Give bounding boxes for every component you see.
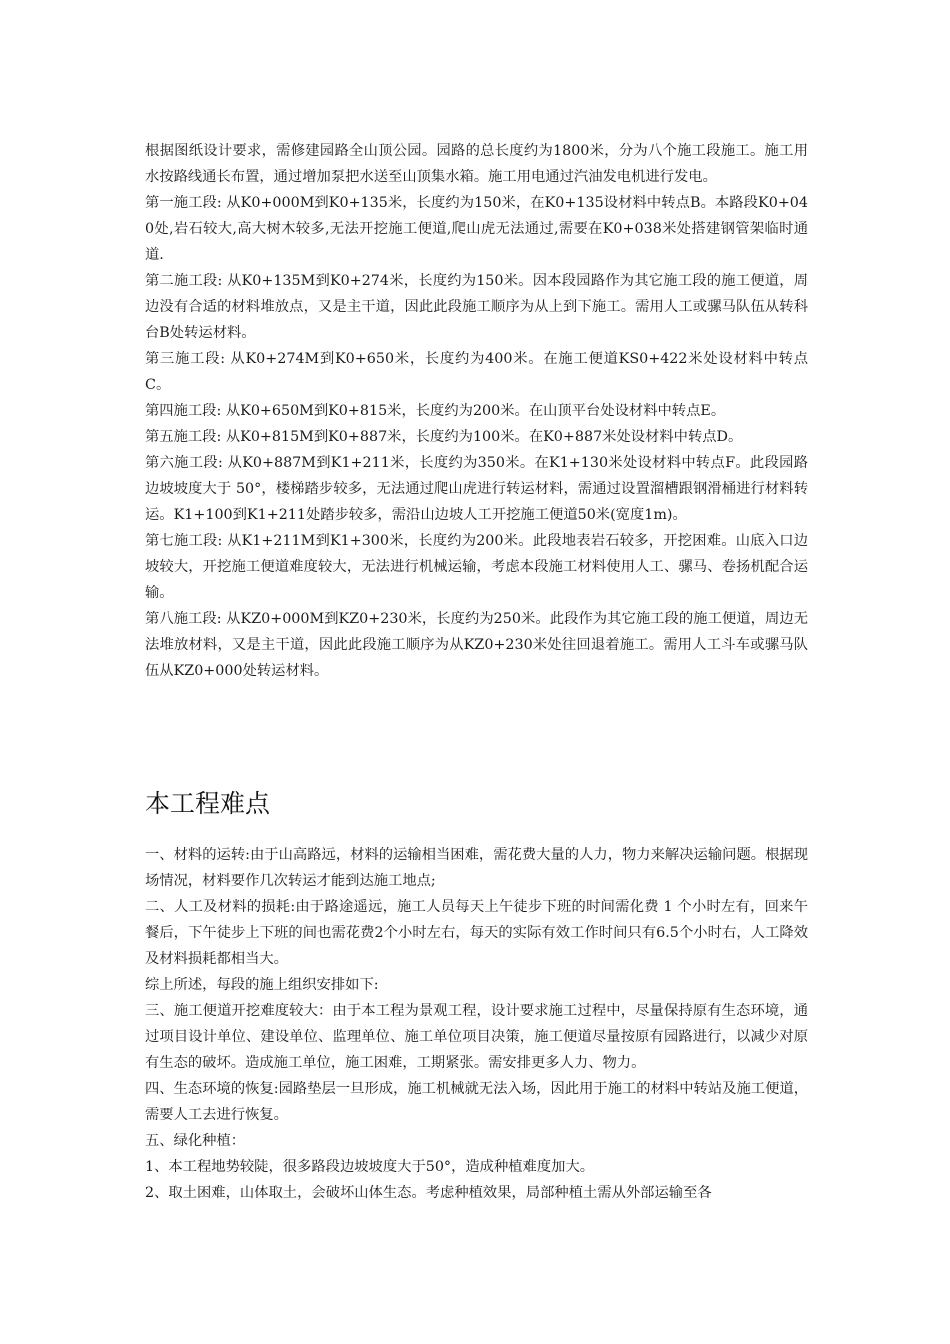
section-heading: 本工程难点 xyxy=(145,789,271,818)
document-page xyxy=(145,138,808,1201)
difficulty-5-heading: 五、绿化种植： xyxy=(145,1133,246,1149)
stage-7-paragraph: 第七施工段: 从K1+211M到K1+300米，长度约为200米。此段地表岩石较多，开挖困难。山底入口边坡较大，开挖施工便道难度较大，无法进行机械运输，考虑本段施工材料使用人工、骡马、卷扬机配合运输。 xyxy=(145,533,808,601)
stage-6-paragraph: 第六施工段: 从K0+887M到K1+211米，长度约为350米。在K1+130米处设材料中转点F。此段园路边坡坡度大于 50°，楼梯踏步较多，无法通过爬山虎进行转运材料，需通过设置溜槽跟钢滑桶进行材料转运。K1+100到K1+211处踏步较多，需沿山边坡人工开挖施工便道50米(宽度1m)。 xyxy=(145,455,808,523)
intro-paragraph: 根据图纸设计要求，需修建园路全山顶公园。园路的总长度约为1800米，分为八个施工段施工。施工用水按路线通长布置，通过增加泵把水送至山顶集水箱。施工用电通过汽油发电机进行发电。 xyxy=(145,143,808,185)
stage-3-paragraph: 第三施工段: 从K0+274M到K0+650米，长度约为400米。在施工便道KS0+422米处设材料中转点C。 xyxy=(145,351,808,393)
difficulty-3-paragraph: 三、施工便道开挖难度较大：由于本工程为景观工程，设计要求施工过程中，尽量保持原有生态环境，通过项目设计单位、建设单位、监理单位、施工单位项目决策，施工便道尽量按原有园路进行，以减少对原有生态的破坏。造成施工单位，施工困难，工期紧张。需安排更多人力、物力。 xyxy=(145,1003,808,1071)
stage-5-paragraph: 第五施工段: 从K0+815M到K0+887米，长度约为100米。在K0+887米处设材料中转点D。 xyxy=(145,429,743,445)
stage-4-paragraph: 第四施工段: 从K0+650M到K0+815米，长度约为200米。在山顶平台处设材料中转点E。 xyxy=(145,403,726,419)
difficulty-4-paragraph: 四、生态环境的恢复:园路垫层一旦形成，施工机械就无法入场，因此用于施工的材料中转站及施工便道，需要人工去进行恢复。 xyxy=(145,1081,808,1123)
planting-item-2: 2、取土困难，山体取土，会破坏山体生态。考虑种植效果，局部种植土需从外部运输至各 xyxy=(145,1185,712,1201)
stage-2-paragraph: 第二施工段: 从K0+135M到K0+274米，长度约为150米。因本段园路作为其它施工段的施工便道，周边没有合适的材料堆放点，又是主干道，因此此段施工顺序为从上到下施工。需用人工或骡马队伍从转科台B处转运材料。 xyxy=(145,273,808,341)
difficulty-1-paragraph: 一、材料的运转:由于山高路远，材料的运输相当困难，需花费大量的人力，物力来解决运输问题。根据现场情况，材料要作几次转运才能到达施工地点; xyxy=(145,847,808,889)
planting-item-1: 1、本工程地势较陡，很多路段边坡坡度大于50°，造成种植难度加大。 xyxy=(145,1159,595,1175)
stage-8-paragraph: 第八施工段: 从KZ0+000M到KZ0+230米，长度约为250米。此段作为其它施工段的施工便道，周边无法堆放材料，又是主干道，因此此段施工顺序为从KZ0+230米处往回退着施工。需用人工斗车或骡马队伍从KZ0+000处转运材料。 xyxy=(145,611,808,679)
stage-1-paragraph: 第一施工段: 从K0+000M到K0+135米，长度约为150米，在K0+135设材料中转点B。本路段K0+040处,岩石较大,高大树木较多,无法开挖施工便道,爬山虎无法通过,需要在K0+038米处搭建钢管架临时通道. xyxy=(145,195,808,263)
summary-line: 综上所述，每段的施上组织安排如下: xyxy=(145,977,379,993)
difficulty-2-paragraph: 二、人工及材料的损耗:由于路途遥远，施工人员每天上午徒步下班的时间需化费 1 个小时左有，回来午餐后，下午徒步上下班的间也需花费2个小时左右，每天的实际有效工作时间只有6.5个小时右，人工降效及材料损耗都相当大。 xyxy=(145,899,808,967)
difficulties-section xyxy=(145,842,808,1206)
